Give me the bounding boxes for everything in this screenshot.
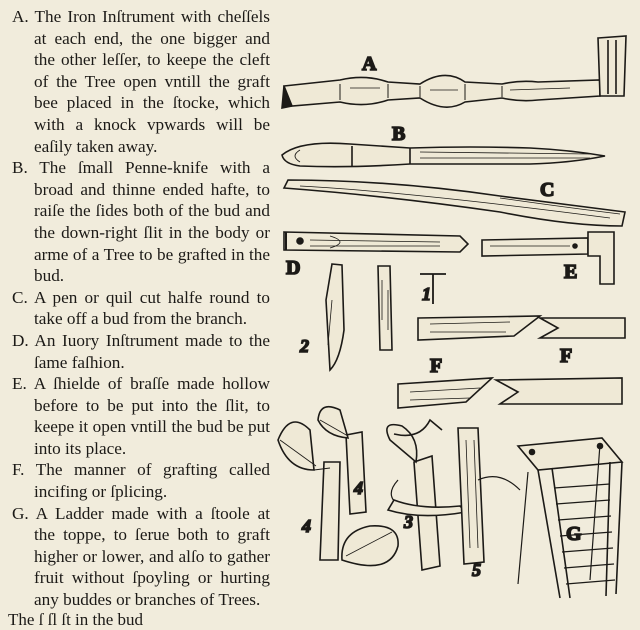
- number-2: 2: [300, 336, 309, 356]
- legend-entry-b: B. The ſmall Penne-knife with a broad and thinne ended hafte, to raiſe the ſides both of the bud and the down-right ſlit in the body or arme of a Tree to be grafted in the bud.: [12, 158, 270, 286]
- legend-column: [8, 6, 270, 611]
- splice-graft-f-top: [418, 316, 625, 340]
- label-g: G: [566, 523, 582, 545]
- brass-shield-e: [482, 232, 614, 284]
- number-4-lower: 4: [302, 516, 311, 536]
- twig-1: [326, 264, 344, 370]
- label-e: E: [564, 261, 578, 283]
- label-c: C: [540, 179, 555, 201]
- bud-graft-left: [278, 422, 340, 560]
- legend-entry-f: F. The manner of grafting called incifing or ſplicing.: [12, 460, 270, 502]
- woodcut-plate: [270, 0, 640, 619]
- label-f-bottom: F: [560, 345, 573, 367]
- legend-entry-e: E. A ſhielde of braſſe made hollow before to be put into the ſlit, to keepe it open vntill the bud be put into its place.: [12, 374, 270, 458]
- legend-entry-c: C. A pen or quil cut halfe round to take off a bud from the branch.: [12, 287, 270, 329]
- ivory-instrument-d: [284, 232, 468, 252]
- number-3: 3: [404, 512, 413, 532]
- ladder-stool-g: [518, 438, 622, 598]
- number-4-upper: 4: [354, 478, 363, 498]
- number-1: 1: [422, 284, 431, 304]
- legend-entry-d: D. An Iuory Inſtrument made to the ſame faſhion.: [12, 330, 270, 372]
- quill-c: [284, 180, 625, 226]
- splice-graft-f-bottom: [398, 378, 622, 408]
- cutoff-line: The ſ ſl ſt in the bud: [8, 610, 144, 629]
- label-d: D: [286, 257, 301, 279]
- label-f-top: F: [430, 355, 443, 377]
- label-a: A: [362, 53, 377, 75]
- iron-instrument-a: [282, 36, 626, 108]
- twig-2: [378, 266, 392, 350]
- pen-knife-b: [282, 143, 605, 167]
- label-b: B: [392, 123, 406, 145]
- legend-entry-a: A. The Iron Inſtrument with cheſſels at each end, the one bigger and the other leſſer, to keepe the cleft of the Tree open vntill the graft bee placed in the ſtocke, which with a knock vpwards will be eaſily taken away.: [12, 7, 270, 156]
- legend-entry-g: G. A Ladder made with a ſtoole at the toppe, to ſerue both to graft higher or lower, and alſo to gather fruit without ſpoyling or hurting any buddes or branches of Trees.: [12, 503, 270, 610]
- number-5: 5: [472, 560, 481, 580]
- bud-graft-5: [458, 428, 520, 564]
